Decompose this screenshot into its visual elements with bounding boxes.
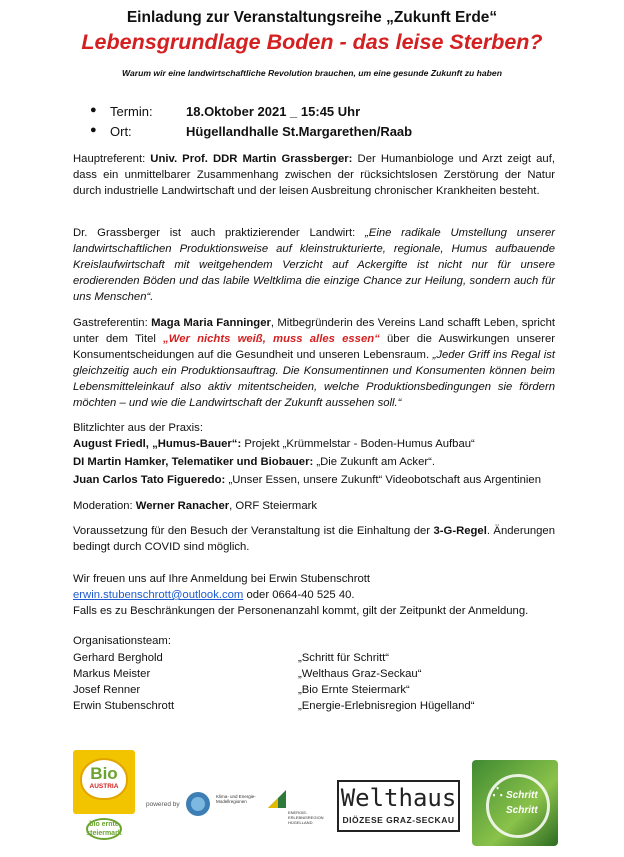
quote-intro: Dr. Grassberger ist auch praktizierender Landwirt: bbox=[73, 227, 366, 239]
subtitle: Warum wir eine landwirtschaftliche Revolution brauchen, um eine gesunde Zukunft zu haben bbox=[122, 68, 502, 78]
talk-title: „Wer nichts weiß, muss alles essen“ bbox=[163, 332, 380, 345]
welthaus-name: Welthaus bbox=[340, 784, 457, 812]
footprint-icon: ∴ bbox=[492, 782, 504, 802]
paragraph-quote bbox=[73, 226, 555, 306]
practice-name: Juan Carlos Tato Figueredo: bbox=[73, 474, 226, 486]
guest-text-2: über die Auswirkungen unserer Konsumentscheidungen auf die Gesundheit und unseren Lebensraum. bbox=[73, 332, 555, 361]
bio-ernte-text: bio ernte bbox=[89, 821, 119, 828]
schritt-text-1: Schritt bbox=[506, 790, 538, 801]
requirement-text-2: . Änderungen bedingt durch COVID sind möglich. bbox=[73, 525, 555, 553]
welthaus-logo bbox=[337, 780, 460, 832]
requirement-text: Voraussetzung für den Besuch der Veranstaltung ist die Einhaltung der bbox=[73, 525, 434, 537]
bio-logo-text: Bio bbox=[90, 764, 118, 783]
guest-name: Maga Maria Fanninger bbox=[151, 317, 271, 329]
team-member-name: Erwin Stubenschrott bbox=[73, 700, 175, 712]
practice-item bbox=[73, 455, 435, 471]
practice-name: DI Martin Hamker, Telematiker und Biobauer: bbox=[73, 456, 314, 468]
email-link[interactable]: erwin.stubenschrott@outlook.com bbox=[73, 589, 244, 601]
page-title: Einladung zur Veranstaltungsreihe „Zukunft Erde“ bbox=[126, 9, 498, 26]
schritt-logo bbox=[472, 760, 558, 846]
bullet-icon: ● bbox=[90, 104, 97, 116]
schritt-text-2: Schritt bbox=[506, 805, 538, 816]
termin-label: Termin: bbox=[110, 104, 153, 119]
team-member-name: Josef Renner bbox=[73, 684, 141, 696]
climate-fund-logo bbox=[146, 790, 266, 820]
speaker-name: Univ. Prof. DDR Martin Grassberger: bbox=[150, 153, 353, 165]
speaker-lead: Hauptreferent: bbox=[73, 153, 151, 165]
bullet-icon: ● bbox=[90, 124, 97, 136]
guest-text: , Mitbegründerin des Vereins Land schafft Leben, spricht unter dem Titel bbox=[73, 317, 555, 345]
bio-austria-logo bbox=[73, 750, 135, 846]
climate-fund-inner-icon bbox=[191, 797, 205, 811]
energie-region-text: ENERGIE-ERLEBNISREGION HÜGELLAND bbox=[288, 810, 324, 825]
klima-text: Klima- und Energie-Modellregionen bbox=[216, 794, 256, 804]
termin-value: 18.Oktober 2021 _ 15:45 Uhr bbox=[186, 104, 361, 119]
energie-region-logo bbox=[266, 786, 330, 825]
practice-heading: Blitzlichter aus der Praxis: bbox=[73, 422, 203, 434]
moderator-name: Werner Ranacher bbox=[135, 500, 230, 512]
practice-item bbox=[73, 437, 475, 453]
requirement-paragraph bbox=[73, 524, 555, 556]
welthaus-sub: DIÖZESE GRAZ-SECKAU bbox=[342, 815, 455, 825]
quote-text: „Eine radikale Umstellung unserer landwirtschaftlichen Produktionsweise auf kleinstrukturierte, regionale, Humus aufbauende Kreislaufwirtschaft mit weitgehendem Verzicht auf Ackergifte ist nicht nur für unsere erodierenden Böden und das labile Weltklima die einzige Chance zur Heilung, sondern auch für uns Menschen“. bbox=[73, 227, 555, 303]
paragraph-guest-speaker bbox=[73, 316, 555, 411]
guest-lead: Gastreferentin: bbox=[73, 317, 152, 329]
moderation-line bbox=[73, 499, 317, 515]
moderation-lead: Moderation: bbox=[73, 500, 136, 512]
team-member-org: „Bio Ernte Steiermark“ bbox=[298, 684, 410, 696]
requirement-rule: 3-G-Regel bbox=[433, 525, 487, 537]
team-member-org: „Schritt für Schritt“ bbox=[298, 652, 390, 664]
registration-contact bbox=[73, 588, 355, 604]
practice-text: Projekt „Krümmelstar - Boden-Humus Aufbau“ bbox=[241, 438, 475, 450]
speaker-text: Der Humanbiologe und Arzt zeigt auf, dass ein unmittelbarer Zusammenhang zwischen der rücksichtslosen Zerstörung der Natur durch industrielle Landwirtschaft und der leisen Ausbreitung chronischer Krankheiten besteht. bbox=[73, 153, 555, 197]
practice-item bbox=[73, 473, 541, 489]
ort-value: Hügellandhalle St.Margarethen/Raab bbox=[186, 124, 413, 139]
powered-by-text: powered by bbox=[146, 801, 180, 808]
ort-label: Ort: bbox=[110, 124, 132, 139]
registration-note: Falls es zu Beschränkungen der Personenanzahl kommt, gilt der Zeitpunkt der Anmeldung. bbox=[73, 605, 529, 617]
guest-quote: „Jeder Griff ins Regal ist gleichzeitig auch ein Produktionsauftrag. Die Konsumentinnen und Konsumenten können beim Lebensmitteleinkauf also aktiv mitentscheiden, welche Produktionsbedingungen sie fördern möchten – und wie die Landwirtschaft der Zukunft aussehen soll.“ bbox=[73, 348, 556, 409]
headline: Lebensgrundlage Boden - das leise Sterben? bbox=[81, 30, 543, 54]
team-member-name: Gerhard Berghold bbox=[73, 652, 163, 664]
paragraph-main-speaker bbox=[73, 152, 555, 200]
moderation-text: , ORF Steiermark bbox=[229, 500, 318, 512]
team-heading: Organisationsteam: bbox=[73, 635, 171, 647]
practice-text: „Unser Essen, unsere Zukunft“ Videobotschaft aus Argentinien bbox=[225, 474, 541, 486]
practice-text: „Die Zukunft am Acker“. bbox=[313, 456, 436, 468]
bio-ernte-steiermark: steiermark bbox=[86, 830, 122, 837]
team-member-org: „Energie-Erlebnisregion Hügelland“ bbox=[298, 700, 475, 712]
team-member-name: Markus Meister bbox=[73, 668, 151, 680]
phone-text: oder 0664-40 525 40. bbox=[243, 589, 355, 601]
energie-region-icon bbox=[266, 788, 288, 810]
bio-logo-country: AUSTRIA bbox=[89, 783, 119, 790]
team-member-org: „Welthaus Graz-Seckau“ bbox=[298, 668, 422, 680]
practice-name: August Friedl, „Humus-Bauer“: bbox=[73, 438, 242, 450]
registration-line: Wir freuen uns auf Ihre Anmeldung bei Erwin Stubenschrott bbox=[73, 573, 371, 585]
